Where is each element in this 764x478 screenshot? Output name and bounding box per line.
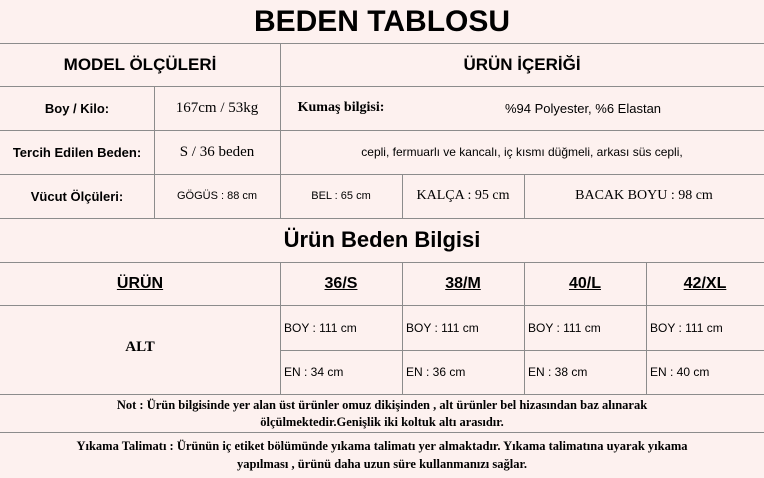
size-header-40: 40/L	[568, 274, 601, 292]
product-details: cepli, fermuarlı ve kancalı, iç kısmı düğmeli, arkası süs cepli,	[361, 145, 683, 159]
product-content-header: ÜRÜN İÇERİĞİ	[463, 54, 581, 74]
preferred-size-label: Tercih Edilen Beden:	[12, 144, 142, 160]
size-header-42: 42/XL	[683, 274, 727, 292]
size-info-title: Ürün Beden Bilgisi	[283, 227, 481, 252]
length-value: BOY : 111 cm	[650, 320, 723, 335]
chest-measurement: GÖGÜS : 88 cm	[176, 190, 258, 202]
model-measurements-header: MODEL ÖLÇÜLERİ	[63, 54, 217, 74]
measurement-note	[0, 397, 764, 431]
size-header-38: 38/M	[445, 274, 481, 292]
size-header-36: 36/S	[324, 274, 358, 292]
divider	[0, 394, 764, 395]
width-value: EN : 40 cm	[650, 365, 710, 379]
length-value: BOY : 111 cm	[528, 320, 601, 335]
washing-instructions	[0, 437, 764, 473]
length-value: BOY : 111 cm	[284, 320, 357, 335]
wash-line: Yıkama Talimatı : Ürünün iç etiket bölümünde yıkama talimatı yer almaktadır. Yıkama talimatına uyarak yıkama	[76, 439, 688, 453]
wash-line: yapılması , ürünü daha uzun süre kullanmanızı sağlar.	[236, 457, 528, 471]
divider	[0, 432, 764, 433]
fabric-value: %94 Polyester, %6 Elastan	[504, 100, 662, 116]
waist-measurement: BEL : 65 cm	[311, 190, 371, 202]
length-value: BOY : 111 cm	[406, 320, 479, 335]
page-title: BEDEN TABLOSU	[253, 4, 511, 38]
hip-measurement: KALÇA : 95 cm	[416, 188, 510, 203]
note-line: ölçülmektedir.Genişlik iki koltuk altı arasıdır.	[260, 415, 504, 429]
product-column-header: ÜRÜN	[116, 274, 164, 292]
fabric-label: Kumaş bilgisi:	[297, 100, 385, 115]
height-weight-label: Boy / Kilo:	[44, 100, 110, 116]
preferred-size-value: S / 36 beden	[179, 143, 255, 160]
leg-length-measurement: BACAK BOYU : 98 cm	[575, 188, 713, 203]
product-name: ALT	[125, 339, 155, 355]
width-value: EN : 36 cm	[406, 365, 466, 379]
note-line: Not : Ürün bilgisinde yer alan üst ürünler omuz dikişinden , alt ürünler bel hizasından baz alınarak	[116, 398, 648, 412]
width-value: EN : 34 cm	[284, 365, 344, 379]
width-value: EN : 38 cm	[528, 365, 588, 379]
height-weight-value: 167cm / 53kg	[175, 99, 259, 116]
body-measurements-label: Vücut Ölçüleri:	[30, 188, 124, 204]
